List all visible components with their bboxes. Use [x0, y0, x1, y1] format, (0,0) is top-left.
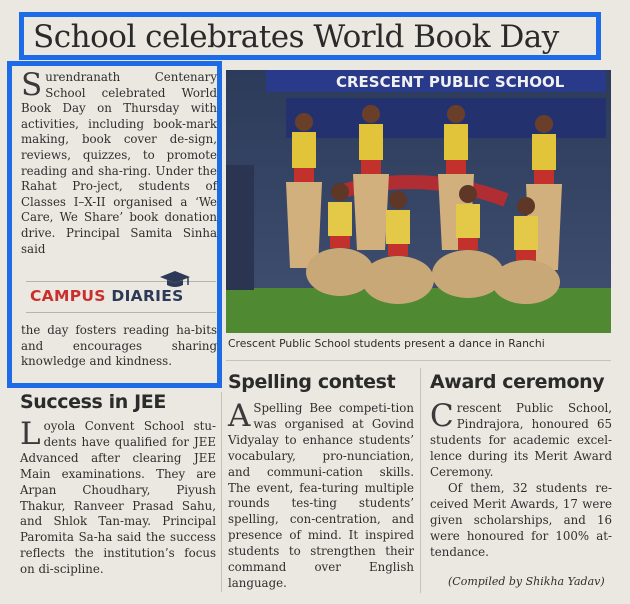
jee-dropcap: L — [20, 416, 41, 452]
lead-paragraph-1-text: urendranath Centenary School celebrated World Book Day on Thursday with activities, including book-mark making, book cover de-sign, reviews, quizzes, to promote reading and sha-ring. Under the Rahat Pro-ject, students of Classes I–X-II organised a ‘We Care, We Share’ book donation drive. Principal Samita Sinha said — [21, 70, 217, 256]
spelling-body — [228, 398, 414, 592]
award-body-1 — [430, 398, 612, 481]
lead-dropcap: S — [21, 67, 43, 103]
award-heading: Award ceremony — [430, 371, 605, 393]
divider-line — [226, 360, 611, 361]
column-divider — [420, 368, 421, 593]
jee-text: oyola Convent School stu-dents have qualified for JEE Advanced after clearing JEE Main examinations. They are Arpan Choudhary, Piyush Thakur, Ranveer Prasad Sahu, and Shlok Tan-may. Principal Paromita Sa-ha said the success reflects the institution’s focus on di-scipline. — [20, 419, 216, 577]
jee-heading: Success in JEE — [20, 391, 166, 413]
spelling-dropcap: A — [228, 398, 251, 434]
campus-word: CAMPUS — [30, 287, 106, 305]
lead-story-highlight-box — [7, 61, 222, 388]
campus-diaries-label — [26, 281, 216, 313]
lead-paragraph-1 — [21, 67, 217, 257]
banner-text: CRESCENT PUBLIC SCHOOL — [336, 73, 565, 91]
diaries-word: DIARIES — [111, 287, 184, 305]
lead-paragraph-2: the day fosters reading ha-bits and encourages sharing knowledge and kindness. — [21, 323, 217, 369]
photo-caption: Crescent Public School students present a dance in Ranchi — [228, 337, 545, 350]
award-body-2: Of them, 32 students re-ceived Merit Awards, 17 were given scholarships, and 16 were honoured for 100% at-tendance. — [430, 481, 612, 559]
compiled-by-credit: (Compiled by Shikha Yadav) — [448, 575, 605, 588]
spelling-text: Spelling Bee competi-tion was organised at Govind Vidyalay to enhance students’ vocabulary, pro-nunciation, and communi-cation skills. The event, fea-turing multiple rounds tes-ting students’ spelling, con-centration, and presence of mind. It inspired students to strengthen their command over English language. — [228, 401, 414, 590]
award-dropcap: C — [430, 398, 454, 434]
dance-photo — [226, 70, 611, 333]
headline: School celebrates World Book Day — [33, 19, 559, 55]
spelling-heading: Spelling contest — [228, 371, 396, 393]
award-text-1: rescent Public School, Pindrajora, honoured 65 students for academic excel-lence during its Merit Award Ceremony. — [430, 401, 612, 479]
column-divider — [221, 392, 222, 592]
jee-body — [20, 416, 216, 578]
headline-highlight-box — [19, 12, 601, 60]
campus-diaries-text — [30, 287, 184, 305]
dance-photo-illustration — [226, 70, 611, 333]
